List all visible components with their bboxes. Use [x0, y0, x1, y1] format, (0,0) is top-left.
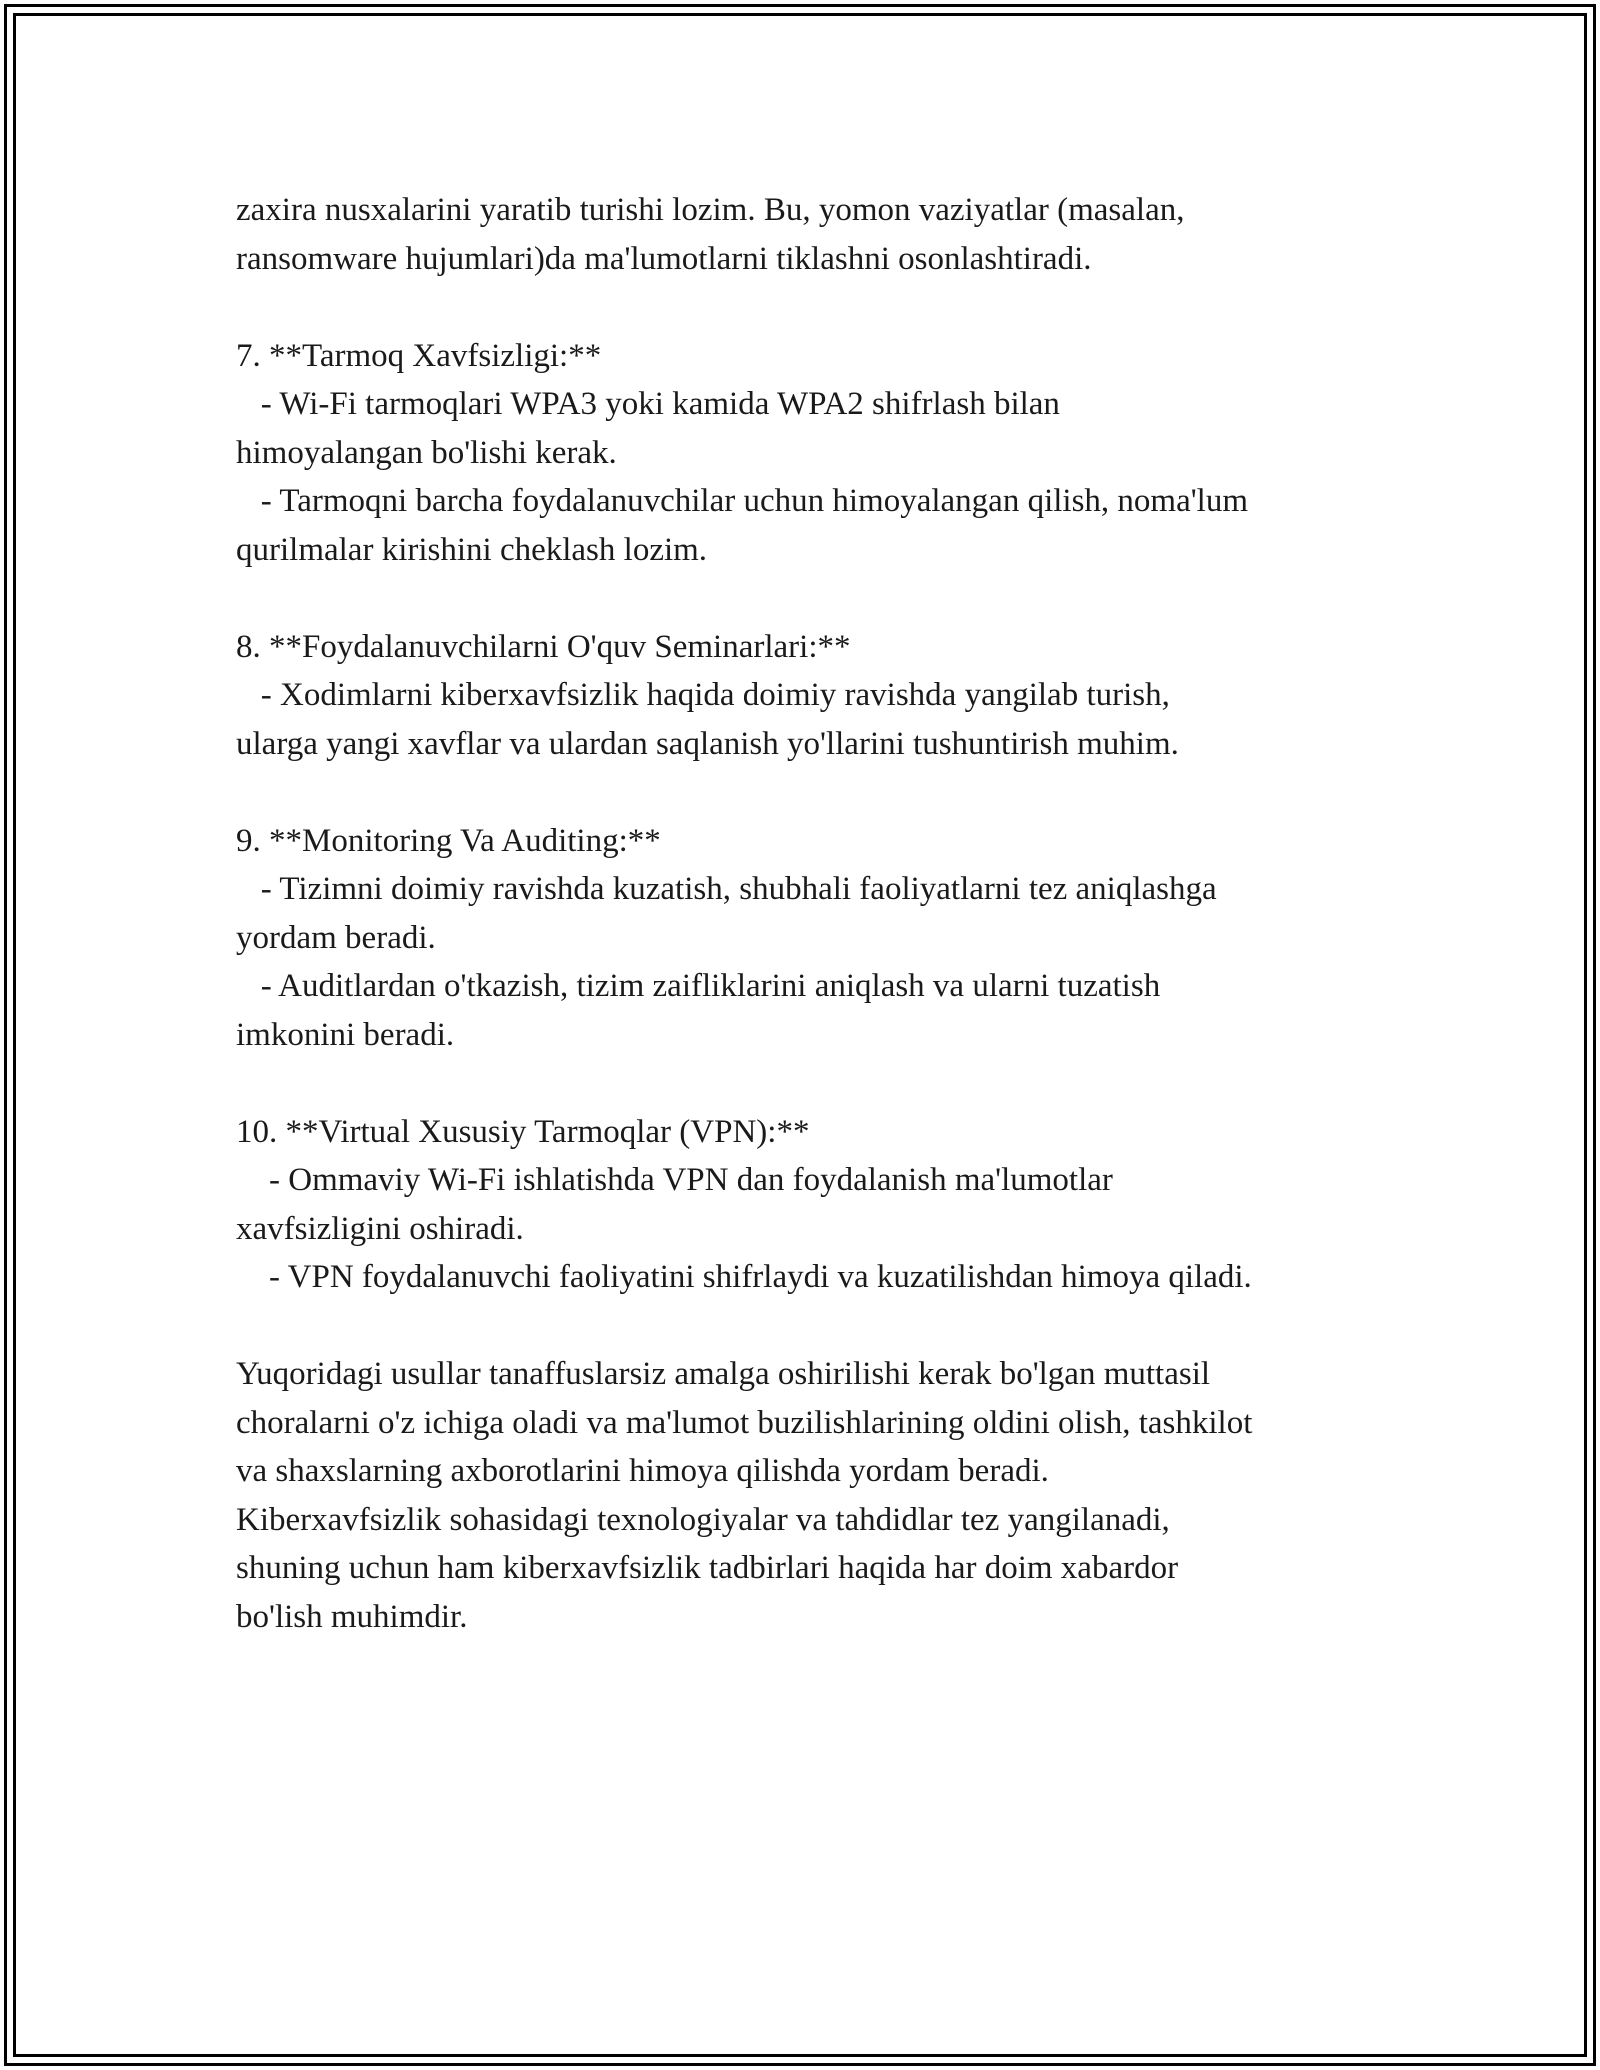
section-line: qurilmalar kirishini cheklash lozim.	[236, 531, 708, 568]
intro-line: zaxira nusxalarini yaratib turishi lozim. Bu, yomon vaziyatlar (masalan,	[236, 192, 1185, 228]
paragraph-gap	[236, 1059, 1416, 1108]
conclusion-line: bo'lish muhimdir.	[236, 1598, 468, 1635]
section-line: xavfsizligini oshiradi.	[236, 1210, 524, 1247]
section-line: himoyalangan bo'lishi kerak.	[236, 434, 617, 471]
section-line: imkonini beradi.	[236, 1016, 455, 1053]
section-heading-10: 10. **Virtual Xususiy Tarmoqlar (VPN):**	[236, 1113, 810, 1150]
section-line: - Wi-Fi tarmoqlari WPA3 yoki kamida WPA2 shifrlash bilan	[236, 386, 1060, 422]
paragraph-gap	[236, 1302, 1416, 1351]
paragraph-gap	[236, 283, 1416, 332]
section-heading-9: 9. **Monitoring Va Auditing:**	[236, 822, 661, 859]
conclusion-line: choralarni o'z ichiga oladi va ma'lumot buzilishlarining oldini olish, tashkilot	[236, 1404, 1253, 1441]
conclusion-line: va shaxslarning axborotlarini himoya qilishda yordam beradi.	[236, 1453, 1049, 1489]
section-line: - Tizimni doimiy ravishda kuzatish, shubhali faoliyatlarni tez aniqlashga	[236, 871, 1217, 907]
paragraph-gap	[236, 574, 1416, 623]
section-line: - Xodimlarni kiberxavfsizlik haqida doimiy ravishda yangilab turish,	[236, 677, 1170, 713]
conclusion-line: Kiberxavfsizlik sohasidagi texnologiyalar va tahdidlar tez yangilanadi,	[236, 1501, 1170, 1538]
section-line: - Auditlardan o'tkazish, tizim zaifliklarini aniqlash va ularni tuzatish	[236, 968, 1161, 1004]
section-line: - VPN foydalanuvchi faoliyatini shifrlaydi va kuzatilishdan himoya qiladi.	[236, 1259, 1252, 1295]
document-body	[236, 186, 1416, 1641]
section-line: yordam beradi.	[236, 919, 436, 956]
section-heading-8: 8. **Foydalanuvchilarni O'quv Seminarlari:**	[236, 628, 851, 665]
section-line: ularga yangi xavflar va ulardan saqlanish yo'llarini tushuntirish muhim.	[236, 725, 1179, 762]
section-heading-7: 7. **Tarmoq Xavfsizligi:**	[236, 337, 602, 374]
conclusion-line: Yuqoridagi usullar tanaffuslarsiz amalga oshirilishi kerak bo'lgan muttasil	[236, 1356, 1211, 1392]
intro-line: ransomware hujumlari)da ma'lumotlarni tiklashni osonlashtiradi.	[236, 240, 1092, 277]
conclusion-line: shuning uchun ham kiberxavfsizlik tadbirlari haqida har doim xabardor	[236, 1550, 1179, 1586]
section-line: - Tarmoqni barcha foydalanuvchilar uchun himoyalangan qilish, noma'lum	[236, 483, 1249, 519]
section-line: - Ommaviy Wi-Fi ishlatishda VPN dan foydalanish ma'lumotlar	[236, 1162, 1113, 1198]
paragraph-gap	[236, 768, 1416, 817]
